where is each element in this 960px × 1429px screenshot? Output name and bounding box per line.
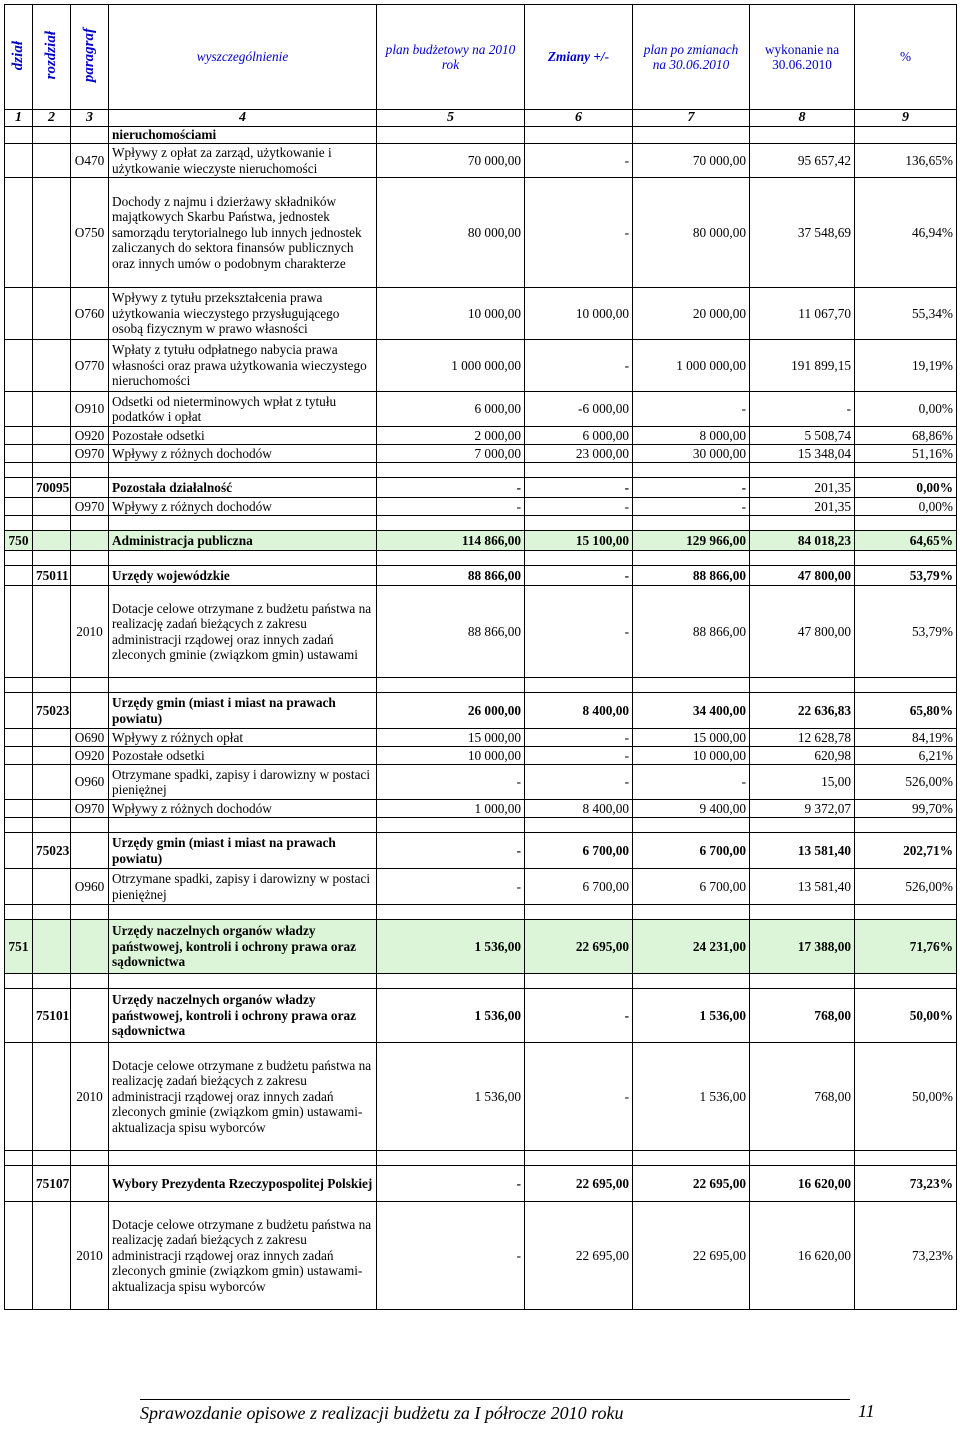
row-plan: - bbox=[377, 478, 525, 498]
column-number: 8 bbox=[750, 110, 855, 127]
table-row bbox=[5, 144, 957, 178]
budget-report-page bbox=[4, 4, 956, 1310]
header-row bbox=[5, 5, 957, 110]
row-procent: 19,19% bbox=[855, 340, 957, 392]
header-plan-po-zmianach: plan po zmianach na 30.06.2010 bbox=[633, 5, 750, 110]
row-description: Dotacje celowe otrzymane z budżetu państwa na realizację zadań bieżących z zakresu administracji rządowej oraz innych zadań zleconych gminie (związkom gmin) ustawami-aktualizacja spisu wyborców bbox=[109, 1202, 377, 1310]
row-procent: 526,00% bbox=[855, 765, 957, 800]
row-wykonanie: 13 581,40 bbox=[750, 833, 855, 869]
row-zmiany: - bbox=[525, 498, 633, 516]
row-dzial: 751 bbox=[5, 920, 33, 974]
row-description: Urzędy gmin (miast i miast na prawach powiatu) bbox=[109, 833, 377, 869]
row-zmiany: 6 700,00 bbox=[525, 869, 633, 905]
row-procent: 50,00% bbox=[855, 989, 957, 1043]
table-row bbox=[5, 445, 957, 463]
row-wykonanie: 13 581,40 bbox=[750, 869, 855, 905]
row-wykonanie: 191 899,15 bbox=[750, 340, 855, 392]
row-paragraf: O760 bbox=[71, 288, 109, 340]
row-plan-po: - bbox=[633, 392, 750, 427]
header-paragraf: paragraf bbox=[71, 5, 109, 110]
column-number: 2 bbox=[33, 110, 71, 127]
row-procent: 84,19% bbox=[855, 729, 957, 747]
row-zmiany: - bbox=[525, 586, 633, 678]
row-plan: 1 536,00 bbox=[377, 920, 525, 974]
spacer-row bbox=[5, 1151, 957, 1166]
table-row bbox=[5, 531, 957, 551]
row-plan: 10 000,00 bbox=[377, 747, 525, 765]
row-description: Dotacje celowe otrzymane z budżetu państwa na realizację zadań bieżących z zakresu administracji rządowej oraz innych zadań zleconych gminie (związkom gmin) ustawami bbox=[109, 586, 377, 678]
row-description: Pozostała działalność bbox=[109, 478, 377, 498]
row-zmiany: 6 000,00 bbox=[525, 427, 633, 445]
row-paragraf: O750 bbox=[71, 178, 109, 288]
row-zmiany: - bbox=[525, 566, 633, 586]
header-wyszczegolnienie: wyszczególnienie bbox=[109, 5, 377, 110]
table-row bbox=[5, 566, 957, 586]
row-zmiany: - bbox=[525, 989, 633, 1043]
column-number: 6 bbox=[525, 110, 633, 127]
row-wykonanie: 9 372,07 bbox=[750, 800, 855, 818]
row-wykonanie: 37 548,69 bbox=[750, 178, 855, 288]
row-procent: 73,23% bbox=[855, 1202, 957, 1310]
row-wykonanie: 47 800,00 bbox=[750, 566, 855, 586]
row-wykonanie: 84 018,23 bbox=[750, 531, 855, 551]
table-row bbox=[5, 869, 957, 905]
row-plan: - bbox=[377, 498, 525, 516]
table-row bbox=[5, 693, 957, 729]
row-plan: 88 866,00 bbox=[377, 566, 525, 586]
row-paragraf: O910 bbox=[71, 392, 109, 427]
row-plan: - bbox=[377, 1166, 525, 1202]
row-wykonanie: 768,00 bbox=[750, 1043, 855, 1151]
row-procent: 65,80% bbox=[855, 693, 957, 729]
row-wykonanie: 16 620,00 bbox=[750, 1166, 855, 1202]
table-row bbox=[5, 392, 957, 427]
row-procent: 0,00% bbox=[855, 392, 957, 427]
spacer-row bbox=[5, 551, 957, 566]
row-rozdzial: 75107 bbox=[33, 1166, 71, 1202]
row-plan-po: 10 000,00 bbox=[633, 747, 750, 765]
row-plan-po: 22 695,00 bbox=[633, 1202, 750, 1310]
row-plan: - bbox=[377, 869, 525, 905]
row-paragraf: O970 bbox=[71, 498, 109, 516]
row-zmiany: - bbox=[525, 729, 633, 747]
row-zmiany: - bbox=[525, 144, 633, 178]
spacer-row bbox=[5, 678, 957, 693]
table-row bbox=[5, 800, 957, 818]
table-row bbox=[5, 1043, 957, 1151]
table-row bbox=[5, 1166, 957, 1202]
header-plan: plan budżetowy na 2010 rok bbox=[377, 5, 525, 110]
row-procent: 526,00% bbox=[855, 869, 957, 905]
row-description: Wpłaty z tytułu odpłatnego nabycia prawa własności oraz prawa użytkowania wieczystego nieruchomości bbox=[109, 340, 377, 392]
row-plan-po: 8 000,00 bbox=[633, 427, 750, 445]
row-zmiany: - bbox=[525, 1043, 633, 1151]
row-wykonanie: 95 657,42 bbox=[750, 144, 855, 178]
row-procent: 64,65% bbox=[855, 531, 957, 551]
row-zmiany: 6 700,00 bbox=[525, 833, 633, 869]
row-rozdzial: 75101 bbox=[33, 989, 71, 1043]
column-number: 5 bbox=[377, 110, 525, 127]
footer-rule bbox=[140, 1399, 850, 1400]
row-plan-po: 1 536,00 bbox=[633, 989, 750, 1043]
row-description: Wpływy z tytułu przekształcenia prawa użytkowania wieczystego przysługującego osobą fizycznym w prawo własności bbox=[109, 288, 377, 340]
page-number: 11 bbox=[858, 1401, 875, 1421]
row-zmiany: 23 000,00 bbox=[525, 445, 633, 463]
row-description: Wpływy z różnych dochodów bbox=[109, 445, 377, 463]
table-row bbox=[5, 586, 957, 678]
row-description: Urzędy naczelnych organów władzy państwowej, kontroli i ochrony prawa oraz sądownictwa bbox=[109, 989, 377, 1043]
row-zmiany: - bbox=[525, 478, 633, 498]
row-wykonanie: 201,35 bbox=[750, 478, 855, 498]
row-plan-po: 1 536,00 bbox=[633, 1043, 750, 1151]
table-row bbox=[5, 127, 957, 144]
row-procent: 46,94% bbox=[855, 178, 957, 288]
row-procent: 71,76% bbox=[855, 920, 957, 974]
row-zmiany: 22 695,00 bbox=[525, 920, 633, 974]
spacer-row bbox=[5, 818, 957, 833]
row-procent: 50,00% bbox=[855, 1043, 957, 1151]
budget-table bbox=[4, 4, 957, 1310]
row-plan-po: 34 400,00 bbox=[633, 693, 750, 729]
column-number: 1 bbox=[5, 110, 33, 127]
column-number-row bbox=[5, 110, 957, 127]
row-zmiany: - bbox=[525, 178, 633, 288]
row-dzial: 750 bbox=[5, 531, 33, 551]
row-procent: 55,34% bbox=[855, 288, 957, 340]
row-zmiany: - bbox=[525, 765, 633, 800]
row-wykonanie: 620,98 bbox=[750, 747, 855, 765]
row-plan: 1 536,00 bbox=[377, 1043, 525, 1151]
row-description: Urzędy wojewódzkie bbox=[109, 566, 377, 586]
row-description: Wybory Prezydenta Rzeczypospolitej Polskiej bbox=[109, 1166, 377, 1202]
header-dzial: dział bbox=[5, 5, 33, 110]
table-row bbox=[5, 340, 957, 392]
row-plan: 10 000,00 bbox=[377, 288, 525, 340]
row-plan-po: 88 866,00 bbox=[633, 566, 750, 586]
spacer-row bbox=[5, 974, 957, 989]
table-row bbox=[5, 427, 957, 445]
row-description: nieruchomościami bbox=[109, 127, 377, 144]
row-paragraf: O960 bbox=[71, 869, 109, 905]
header-procent: % bbox=[855, 5, 957, 110]
table-row bbox=[5, 920, 957, 974]
row-wykonanie: 22 636,83 bbox=[750, 693, 855, 729]
row-paragraf: O960 bbox=[71, 765, 109, 800]
row-description: Administracja publiczna bbox=[109, 531, 377, 551]
row-paragraf: O470 bbox=[71, 144, 109, 178]
row-procent: 73,23% bbox=[855, 1166, 957, 1202]
page-footer bbox=[140, 1397, 880, 1425]
row-zmiany: 15 100,00 bbox=[525, 531, 633, 551]
row-paragraf: 2010 bbox=[71, 1043, 109, 1151]
row-plan-po: - bbox=[633, 478, 750, 498]
row-plan: 1 536,00 bbox=[377, 989, 525, 1043]
table-row bbox=[5, 178, 957, 288]
row-procent: 99,70% bbox=[855, 800, 957, 818]
row-wykonanie: 11 067,70 bbox=[750, 288, 855, 340]
row-zmiany: 22 695,00 bbox=[525, 1202, 633, 1310]
row-plan-po: 22 695,00 bbox=[633, 1166, 750, 1202]
row-procent: 6,21% bbox=[855, 747, 957, 765]
table-row bbox=[5, 288, 957, 340]
table-row bbox=[5, 1202, 957, 1310]
table-row bbox=[5, 478, 957, 498]
column-number: 7 bbox=[633, 110, 750, 127]
row-description: Dochody z najmu i dzierżawy składników majątkowych Skarbu Państwa, jednostek samorządu terytorialnego lub innych jednostek zaliczanych do sektora finansów publicznych oraz innych umów o podobnym charakterze bbox=[109, 178, 377, 288]
row-plan: - bbox=[377, 765, 525, 800]
row-wykonanie: 17 388,00 bbox=[750, 920, 855, 974]
row-procent: 68,86% bbox=[855, 427, 957, 445]
row-plan-po: 24 231,00 bbox=[633, 920, 750, 974]
row-plan-po: 6 700,00 bbox=[633, 833, 750, 869]
row-paragraf: O970 bbox=[71, 800, 109, 818]
row-paragraf: O970 bbox=[71, 445, 109, 463]
header-wykonanie: wykonanie na 30.06.2010 bbox=[750, 5, 855, 110]
row-plan-po: 9 400,00 bbox=[633, 800, 750, 818]
row-plan: 80 000,00 bbox=[377, 178, 525, 288]
row-plan: 15 000,00 bbox=[377, 729, 525, 747]
row-plan: 1 000,00 bbox=[377, 800, 525, 818]
row-description: Dotacje celowe otrzymane z budżetu państwa na realizację zadań bieżących z zakresu administracji rządowej oraz innych zadań zleconych gminie (związkom gmin) ustawami-aktualizacja spisu wyborców bbox=[109, 1043, 377, 1151]
row-plan: 70 000,00 bbox=[377, 144, 525, 178]
row-zmiany: - bbox=[525, 340, 633, 392]
header-zmiany: Zmiany +/- bbox=[525, 5, 633, 110]
row-rozdzial: 70095 bbox=[33, 478, 71, 498]
row-procent: 0,00% bbox=[855, 498, 957, 516]
row-plan: 114 866,00 bbox=[377, 531, 525, 551]
row-description: Urzędy gmin (miast i miast na prawach powiatu) bbox=[109, 693, 377, 729]
row-rozdzial: 75023 bbox=[33, 833, 71, 869]
row-paragraf: 2010 bbox=[71, 586, 109, 678]
table-row bbox=[5, 765, 957, 800]
row-paragraf: O770 bbox=[71, 340, 109, 392]
row-wykonanie: - bbox=[750, 392, 855, 427]
column-number: 9 bbox=[855, 110, 957, 127]
row-wykonanie: 12 628,78 bbox=[750, 729, 855, 747]
row-plan: 6 000,00 bbox=[377, 392, 525, 427]
row-description: Pozostałe odsetki bbox=[109, 747, 377, 765]
header-rozdzial: rozdział bbox=[33, 5, 71, 110]
row-wykonanie: 5 508,74 bbox=[750, 427, 855, 445]
row-rozdzial: 75011 bbox=[33, 566, 71, 586]
row-plan-po: 6 700,00 bbox=[633, 869, 750, 905]
row-paragraf: 2010 bbox=[71, 1202, 109, 1310]
table-row bbox=[5, 833, 957, 869]
column-number: 3 bbox=[71, 110, 109, 127]
row-description: Wpływy z różnych dochodów bbox=[109, 498, 377, 516]
row-description: Wpływy z różnych dochodów bbox=[109, 800, 377, 818]
row-wykonanie: 201,35 bbox=[750, 498, 855, 516]
row-plan: - bbox=[377, 1202, 525, 1310]
row-procent: 53,79% bbox=[855, 586, 957, 678]
row-plan: 88 866,00 bbox=[377, 586, 525, 678]
row-description: Urzędy naczelnych organów władzy państwowej, kontroli i ochrony prawa oraz sądownictwa bbox=[109, 920, 377, 974]
row-wykonanie: 16 620,00 bbox=[750, 1202, 855, 1310]
row-plan-po: 30 000,00 bbox=[633, 445, 750, 463]
row-description: Odsetki od nieterminowych wpłat z tytułu podatków i opłat bbox=[109, 392, 377, 427]
table-row bbox=[5, 747, 957, 765]
table-row bbox=[5, 989, 957, 1043]
row-plan: 7 000,00 bbox=[377, 445, 525, 463]
row-wykonanie: 47 800,00 bbox=[750, 586, 855, 678]
row-paragraf: O690 bbox=[71, 729, 109, 747]
row-plan-po: 15 000,00 bbox=[633, 729, 750, 747]
row-plan-po: 20 000,00 bbox=[633, 288, 750, 340]
row-paragraf: O920 bbox=[71, 747, 109, 765]
row-plan: 1 000 000,00 bbox=[377, 340, 525, 392]
spacer-row bbox=[5, 463, 957, 478]
table-row bbox=[5, 729, 957, 747]
row-plan-po: - bbox=[633, 765, 750, 800]
row-zmiany: -6 000,00 bbox=[525, 392, 633, 427]
row-description: Wpływy z różnych opłat bbox=[109, 729, 377, 747]
row-description: Otrzymane spadki, zapisy i darowizny w postaci pieniężnej bbox=[109, 765, 377, 800]
row-description: Otrzymane spadki, zapisy i darowizny w postaci pieniężnej bbox=[109, 869, 377, 905]
row-paragraf: O920 bbox=[71, 427, 109, 445]
row-procent: 0,00% bbox=[855, 478, 957, 498]
footer-text: Sprawozdanie opisowe z realizacji budżetu za I półrocze 2010 roku bbox=[140, 1403, 624, 1423]
row-zmiany: 8 400,00 bbox=[525, 800, 633, 818]
row-procent: 202,71% bbox=[855, 833, 957, 869]
row-zmiany: 10 000,00 bbox=[525, 288, 633, 340]
row-zmiany: 22 695,00 bbox=[525, 1166, 633, 1202]
spacer-row bbox=[5, 516, 957, 531]
row-plan-po: 80 000,00 bbox=[633, 178, 750, 288]
row-plan-po: 129 966,00 bbox=[633, 531, 750, 551]
row-description: Pozostałe odsetki bbox=[109, 427, 377, 445]
row-plan: 2 000,00 bbox=[377, 427, 525, 445]
row-rozdzial: 75023 bbox=[33, 693, 71, 729]
row-wykonanie: 15,00 bbox=[750, 765, 855, 800]
row-plan: 26 000,00 bbox=[377, 693, 525, 729]
row-procent: 51,16% bbox=[855, 445, 957, 463]
row-plan-po: - bbox=[633, 498, 750, 516]
row-procent: 53,79% bbox=[855, 566, 957, 586]
row-wykonanie: 15 348,04 bbox=[750, 445, 855, 463]
row-plan-po: 88 866,00 bbox=[633, 586, 750, 678]
row-description: Wpływy z opłat za zarząd, użytkowanie i użytkowanie wieczyste nieruchomości bbox=[109, 144, 377, 178]
spacer-row bbox=[5, 905, 957, 920]
row-plan-po: 1 000 000,00 bbox=[633, 340, 750, 392]
row-zmiany: 8 400,00 bbox=[525, 693, 633, 729]
table-row bbox=[5, 498, 957, 516]
row-wykonanie: 768,00 bbox=[750, 989, 855, 1043]
column-number: 4 bbox=[109, 110, 377, 127]
row-plan-po: 70 000,00 bbox=[633, 144, 750, 178]
row-zmiany: - bbox=[525, 747, 633, 765]
row-plan: - bbox=[377, 833, 525, 869]
row-procent: 136,65% bbox=[855, 144, 957, 178]
